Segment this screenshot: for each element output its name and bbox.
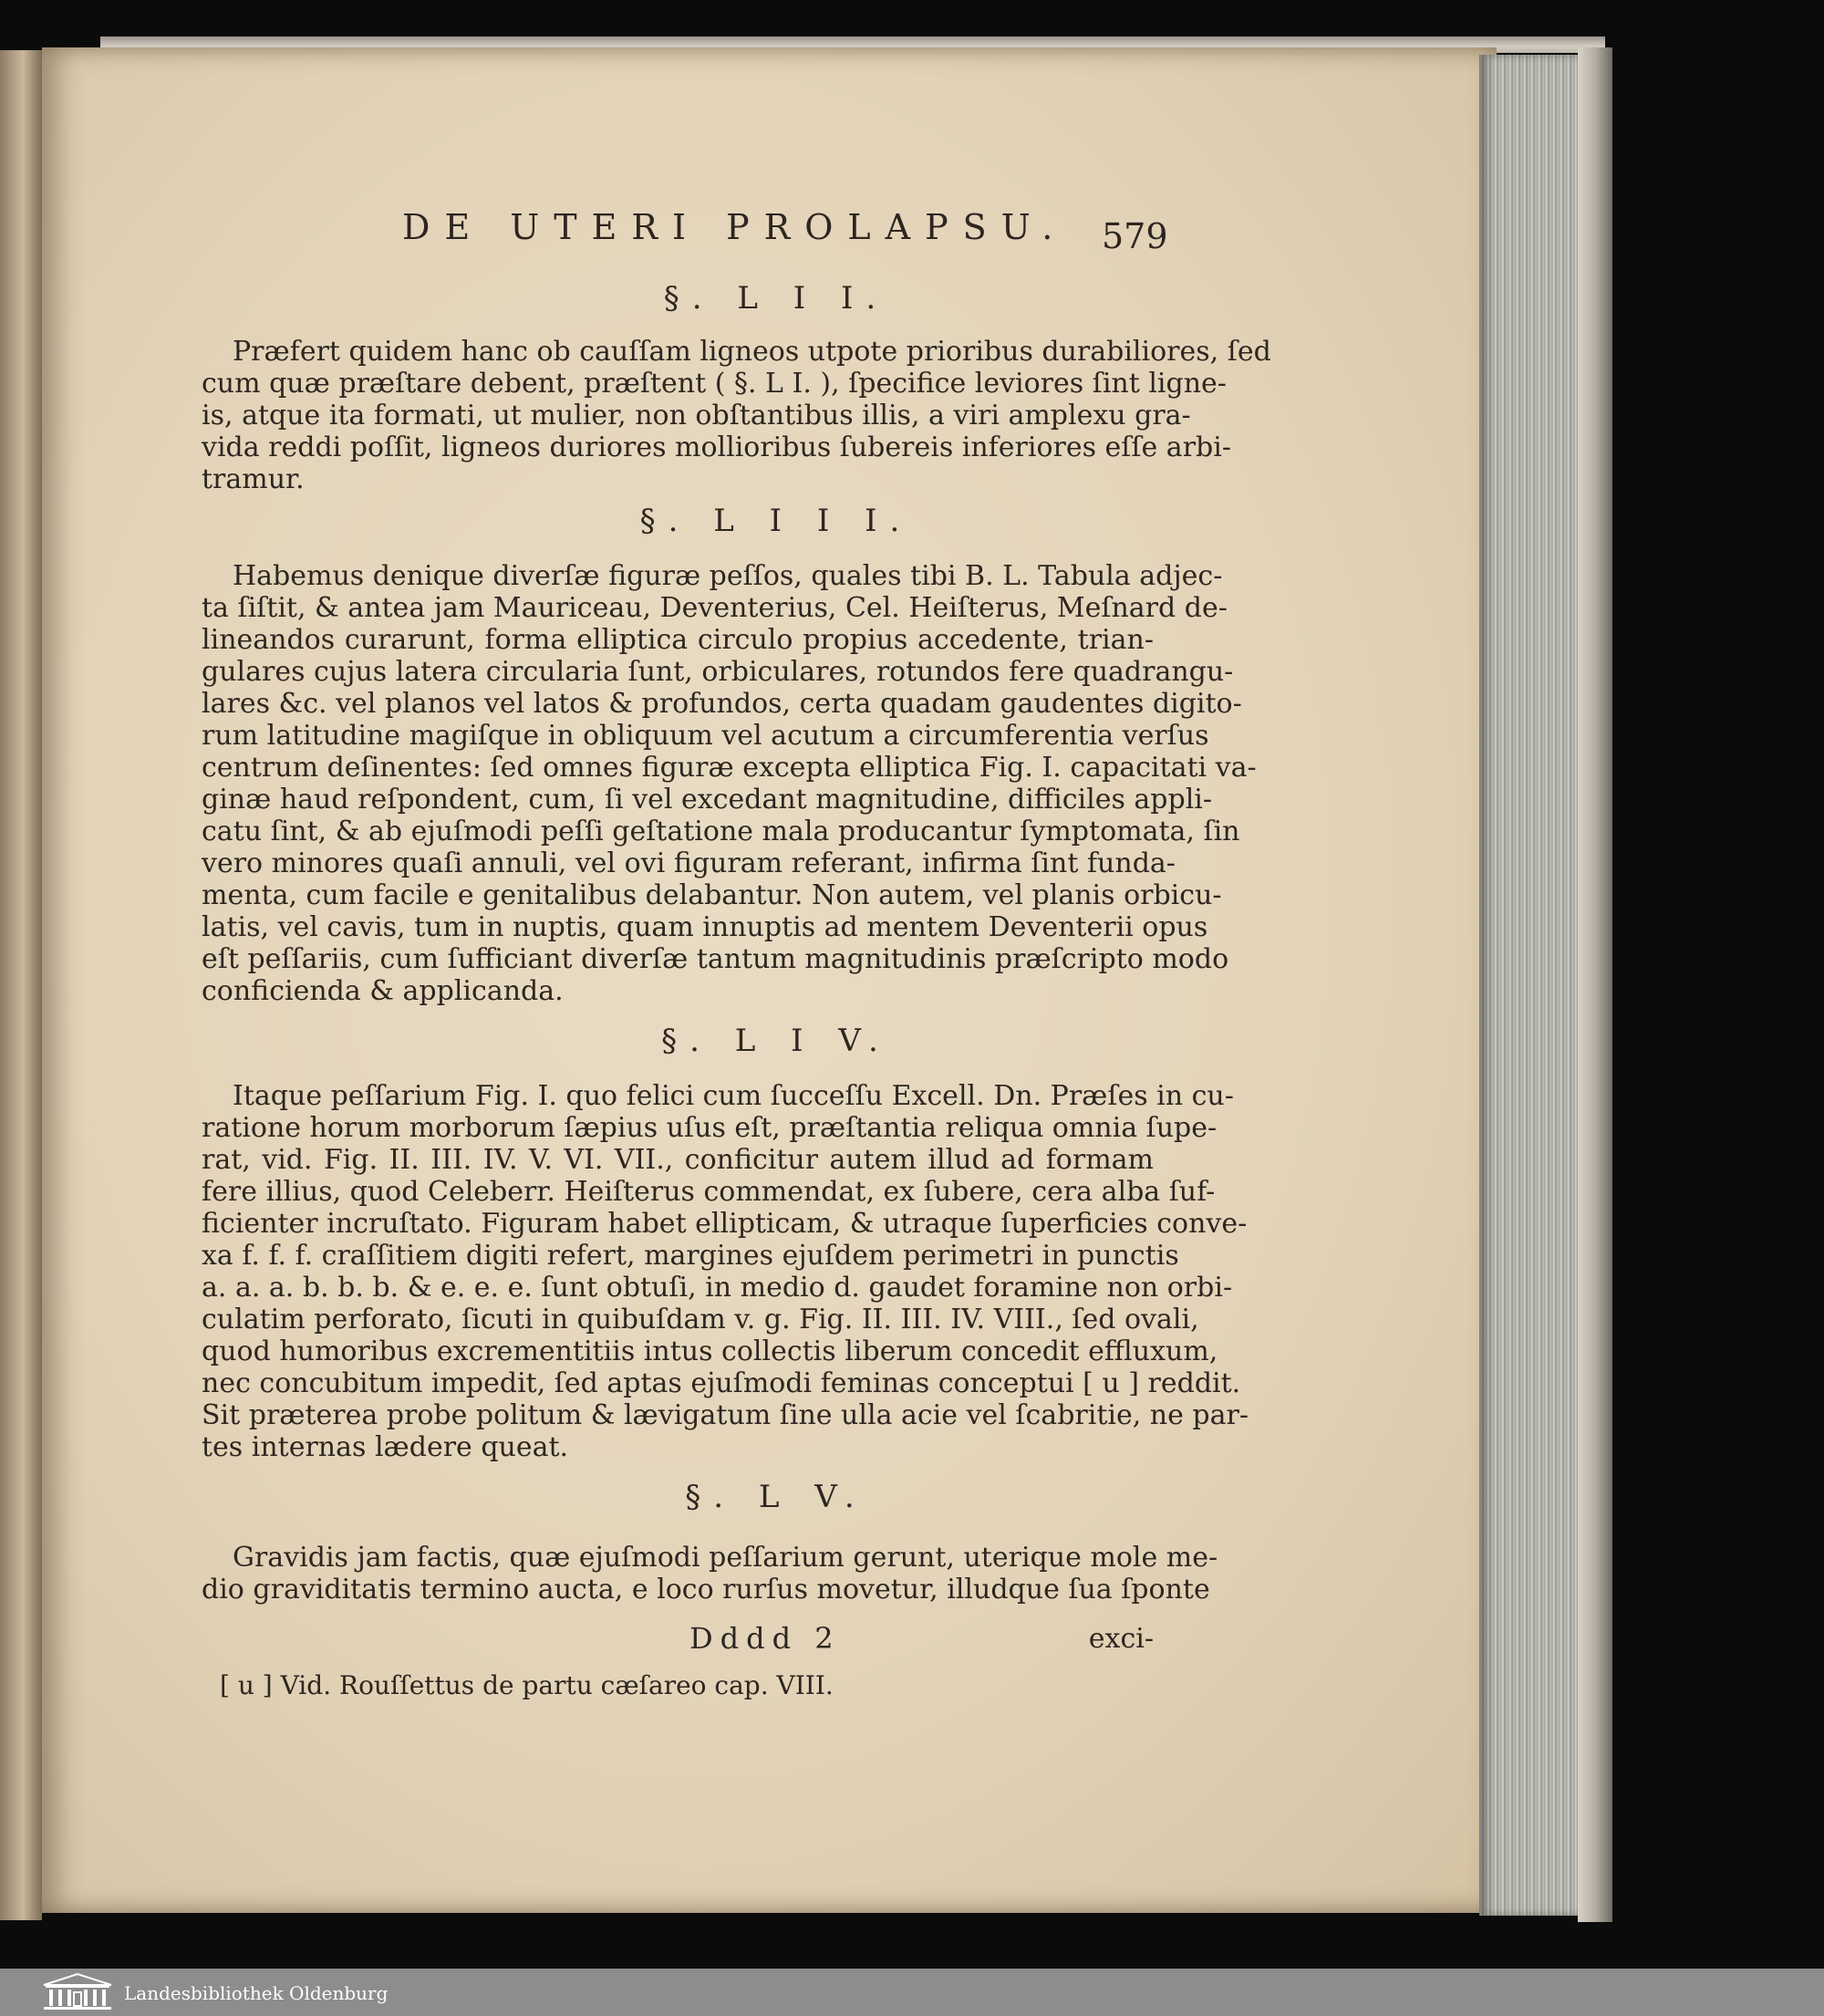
text-line: menta, cum facile e genitalibus delabantur. Non autem, vel planis orbicu-: [202, 879, 1222, 911]
text-line: catu ſint, & ab ejuſmodi peſſi geſtatione mala producantur ſymptomata, ſin: [202, 816, 1240, 847]
running-head: DE UTERI PROLAPSU.: [402, 207, 1068, 247]
fore-edge-pages: [1479, 55, 1581, 1916]
footnote: [ u ] Vid. Rouſſettus de partu cæſareo cap. VIII.: [220, 1670, 834, 1700]
text-line: nec concubitum impedit, ſed aptas ejuſmodi feminas conceptui [ u ] reddit.: [202, 1367, 1241, 1399]
text-line: centrum deſinentes: ſed omnes figuræ excepta elliptica Fig. I. capacitati va-: [202, 752, 1257, 784]
text-line: ta ſiſtit, & antea jam Mauriceau, Deventerius, Cel. Heiſterus, Meſnard de-: [202, 592, 1228, 624]
text-line: a. a. a. b. b. b. & e. e. e. ſunt obtuſi, in medio d. gaudet foramine non orbi-: [202, 1272, 1233, 1304]
text-line: tes internas lædere queat.: [202, 1431, 569, 1463]
section-heading-54: §. L I V.: [661, 1023, 891, 1059]
text-line: Itaque peſſarium Fig. I. quo felici cum ſucceſſu Excell. Dn. Præſes in cu-: [233, 1080, 1234, 1112]
text-line: dio graviditatis termino aucta, e loco rurſus movetur, illudque ſua ſponte: [202, 1574, 1210, 1606]
signature-line: [202, 1621, 1154, 1654]
text-line: quod humoribus excrementitiis intus collectis liberum concedit effluxum,: [202, 1335, 1218, 1367]
text-line: lares &c. vel planos vel latos & profundos, certa quadam gaudentes digito-: [202, 688, 1242, 720]
page-number: 579: [1102, 216, 1168, 256]
text-line: is, atque ita formati, ut mulier, non obſtantibus illis, a viri amplexu gra-: [202, 400, 1191, 431]
text-line: xa f. f. f. craſſitiem digiti refert, margines ejuſdem perimetri in punctis: [202, 1240, 1179, 1272]
text-line: Gravidis jam factis, quæ ejuſmodi peſſarium gerunt, uterique mole me-: [233, 1542, 1218, 1574]
text-line: tramur.: [202, 463, 305, 495]
text-line: vero minores quaſi annuli, vel ovi figuram referant, infirma ſint funda-: [202, 847, 1176, 879]
footer-bar: [0, 1969, 1824, 2016]
text-line: cum quæ præſtare debent, præſtent ( §. L I. ), ſpecifice leviores ſint ligne-: [202, 368, 1227, 400]
text-line: rat, vid. Fig. II. III. IV. V. VI. VII., conficitur autem illud ad formam: [202, 1144, 1154, 1176]
paragraph-55: [202, 1542, 1218, 1606]
text-line: culatim perforato, ſicuti in quibuſdam v. g. Fig. II. III. IV. VIII., ſed ovali,: [202, 1304, 1199, 1335]
text-line: Habemus denique diverſæ figuræ peſſos, quales tibi B. L. Tabula adjec-: [233, 560, 1223, 592]
cover-edge: [1578, 47, 1612, 1922]
library-building-icon: [40, 1972, 115, 2012]
text-line: gulares cujus latera circularia ſunt, orbiculares, rotundos fere quadrangu-: [202, 656, 1234, 688]
section-heading-52: §. L I I.: [663, 280, 889, 317]
section-heading-53: §. L I I I.: [639, 503, 913, 539]
paragraph-53: [202, 560, 1257, 1007]
book-page: [42, 47, 1497, 1913]
paragraph-54: [202, 1080, 1249, 1463]
left-page-edge: [0, 50, 42, 1920]
text-line: ficienter incruſtato. Figuram habet ellipticam, & utraque ſuperficies conve-: [202, 1208, 1248, 1240]
text-line: fere illius, quod Celeberr. Heiſterus commendat, ex ſubere, cera alba ſuf-: [202, 1176, 1216, 1208]
text-line: ratione horum morborum ſæpius uſus eſt, præſtantia reliqua omnia ſupe-: [202, 1112, 1218, 1144]
text-line: vida reddi poſſit, ligneos duriores mollioribus ſubereis inferiores eſſe arbi-: [202, 431, 1231, 463]
text-line: ginæ haud reſpondent, cum, ſi vel excedant magnitudine, difficiles appli-: [202, 784, 1213, 816]
text-line: lineandos curarunt, forma elliptica circulo propius accedente, trian-: [202, 624, 1154, 656]
catchword: exci-: [1088, 1623, 1154, 1655]
text-line: eſt peſſariis, cum ſufficiant diverſæ tantum magnitudinis præſcripto modo: [202, 943, 1229, 975]
text-line: rum latitudine magiſque in obliquum vel acutum a circumferentia verſus: [202, 720, 1209, 752]
text-line: conficienda & applicanda.: [202, 975, 564, 1007]
signature-mark: Dddd 2: [689, 1621, 841, 1656]
section-heading-55: §. L V.: [685, 1479, 867, 1515]
text-line: latis, vel cavis, tum in nuptis, quam innuptis ad mentem Deventerii opus: [202, 911, 1208, 943]
text-line: Præfert quidem hanc ob cauſſam ligneos utpote prioribus durabiliores, ſed: [233, 336, 1271, 368]
library-name: Landesbibliothek Oldenburg: [124, 1982, 389, 2004]
paragraph-52: [202, 336, 1271, 495]
text-line: Sit præterea probe politum & lævigatum ſine ulla acie vel ſcabritie, ne par-: [202, 1399, 1249, 1431]
